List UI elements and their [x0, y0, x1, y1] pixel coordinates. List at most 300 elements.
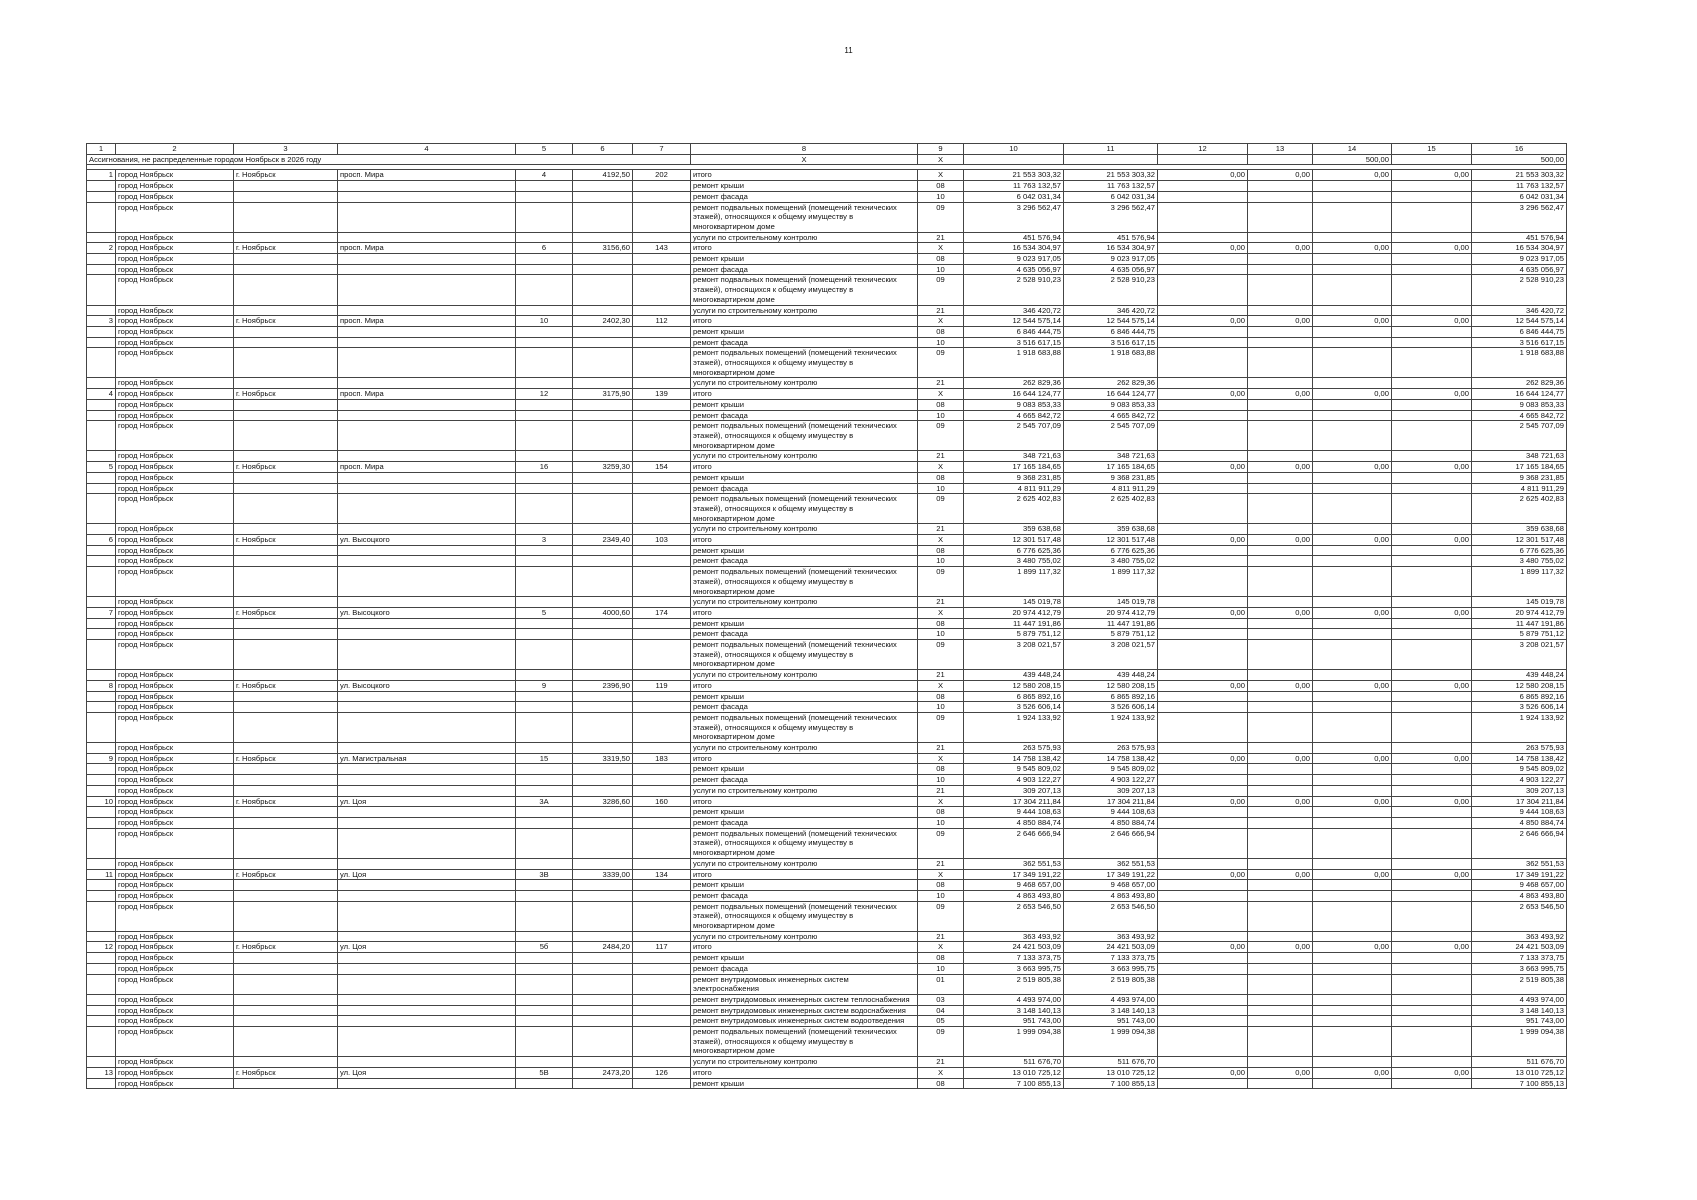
work-type-cell: ремонт подвальных помещений (помещений технических этажей), относящихся к общему имуществу в многоквартирном доме — [691, 494, 918, 524]
cost-regional-cell — [1158, 472, 1248, 483]
row-number-cell — [87, 1078, 116, 1089]
work-code-cell: 08 — [918, 880, 964, 891]
house-number-cell — [516, 1027, 573, 1057]
residents-cell: 202 — [633, 170, 691, 181]
cost-regional-cell — [1158, 931, 1248, 942]
cost-sum-cell: 3 516 617,15 — [1472, 337, 1567, 348]
street-cell — [338, 348, 516, 378]
cost-total-cell: 346 420,72 — [964, 305, 1064, 316]
row-number-cell — [87, 348, 116, 378]
row-number-cell: 13 — [87, 1067, 116, 1078]
house-number-cell — [516, 828, 573, 858]
cost-owners-cell — [1313, 974, 1392, 994]
work-code-cell: 21 — [918, 232, 964, 243]
settlement-cell — [234, 378, 338, 389]
cost-fund-cell: 363 493,92 — [1064, 931, 1158, 942]
cost-owners-cell: 0,00 — [1313, 869, 1392, 880]
cost-owners-cell — [1313, 567, 1392, 597]
street-cell — [338, 202, 516, 232]
residents-cell — [633, 494, 691, 524]
cost-total-cell: 9 468 657,00 — [964, 880, 1064, 891]
cost-other-cell — [1392, 775, 1472, 786]
cost-sum-cell: 5 879 751,12 — [1472, 629, 1567, 640]
cost-owners-cell — [1313, 264, 1392, 275]
house-number-cell — [516, 524, 573, 535]
area-cell — [573, 597, 633, 608]
cost-local-cell — [1248, 254, 1313, 265]
settlement-cell: г. Ноябрьск — [234, 535, 338, 546]
work-code-cell: X — [918, 1067, 964, 1078]
cost-owners-cell — [1313, 670, 1392, 681]
cost-total-cell: 3 526 606,14 — [964, 702, 1064, 713]
work-type-cell: итого — [691, 1067, 918, 1078]
cost-fund-cell: 11 447 191,86 — [1064, 618, 1158, 629]
table-row — [87, 494, 1567, 524]
settlement-cell — [234, 901, 338, 931]
table-row — [87, 1057, 1567, 1068]
settlement-cell — [234, 181, 338, 192]
street-cell — [338, 567, 516, 597]
row-number-cell — [87, 275, 116, 305]
area-cell — [573, 567, 633, 597]
cost-local-cell — [1248, 858, 1313, 869]
cost-fund-cell: 20 974 412,79 — [1064, 607, 1158, 618]
cost-other-cell — [1392, 931, 1472, 942]
residents-cell — [633, 472, 691, 483]
residents-cell — [633, 556, 691, 567]
settlement-cell — [234, 890, 338, 901]
cost-fund-cell: 3 148 140,13 — [1064, 1005, 1158, 1016]
cost-regional-cell — [1158, 483, 1248, 494]
cost-owners-cell — [1313, 524, 1392, 535]
cost-local-cell: 0,00 — [1248, 462, 1313, 473]
settlement-cell — [234, 337, 338, 348]
settlement-cell: г. Ноябрьск — [234, 243, 338, 254]
house-number-cell — [516, 483, 573, 494]
cost-owners-cell — [1313, 556, 1392, 567]
settlement-cell — [234, 524, 338, 535]
cost-sum-cell: 348 721,63 — [1472, 451, 1567, 462]
residents-cell — [633, 1057, 691, 1068]
cost-sum-cell: 309 207,13 — [1472, 785, 1567, 796]
cost-total-cell: 362 551,53 — [964, 858, 1064, 869]
cost-sum-cell: 4 850 884,74 — [1472, 818, 1567, 829]
cost-fund-cell: 9 444 108,63 — [1064, 807, 1158, 818]
settlement-cell — [234, 712, 338, 742]
street-cell — [338, 451, 516, 462]
settlement-cell — [234, 202, 338, 232]
work-type-cell: ремонт подвальных помещений (помещений технических этажей), относящихся к общему имуществу в многоквартирном доме — [691, 567, 918, 597]
residents-cell — [633, 202, 691, 232]
cost-owners-cell — [1313, 1016, 1392, 1027]
cost-regional-cell: 0,00 — [1158, 389, 1248, 400]
cost-local-cell: 0,00 — [1248, 535, 1313, 546]
street-cell — [338, 494, 516, 524]
cost-regional-cell: 0,00 — [1158, 170, 1248, 181]
cost-local-cell — [1248, 483, 1313, 494]
column-header-14: 14 — [1313, 144, 1392, 155]
table-row — [87, 275, 1567, 305]
cost-sum-cell: 11 763 132,57 — [1472, 181, 1567, 192]
area-cell — [573, 181, 633, 192]
cost-fund-cell: 2 625 402,83 — [1064, 494, 1158, 524]
cost-owners-cell — [1313, 494, 1392, 524]
cost-regional-cell: 0,00 — [1158, 796, 1248, 807]
residents-cell — [633, 326, 691, 337]
row-number-cell — [87, 764, 116, 775]
cost-total-cell: 2 625 402,83 — [964, 494, 1064, 524]
row-number-cell — [87, 818, 116, 829]
street-cell — [338, 640, 516, 670]
residents-cell — [633, 807, 691, 818]
municipality-cell: город Ноябрьск — [116, 243, 234, 254]
settlement-cell: г. Ноябрьск — [234, 942, 338, 953]
cost-owners-cell — [1313, 901, 1392, 931]
row-number-cell — [87, 807, 116, 818]
work-type-cell: итого — [691, 942, 918, 953]
house-number-cell — [516, 472, 573, 483]
table-row — [87, 1027, 1567, 1057]
residents-cell: 139 — [633, 389, 691, 400]
table-row — [87, 869, 1567, 880]
cost-sum-cell: 145 019,78 — [1472, 597, 1567, 608]
cost-owners-cell — [1313, 1057, 1392, 1068]
work-type-cell: ремонт крыши — [691, 807, 918, 818]
row-number-cell — [87, 567, 116, 597]
cost-total-cell: 1 924 133,92 — [964, 712, 1064, 742]
column-header-15: 15 — [1392, 144, 1472, 155]
street-cell — [338, 191, 516, 202]
cost-fund-cell: 7 133 373,75 — [1064, 953, 1158, 964]
residents-cell — [633, 974, 691, 994]
work-type-cell: ремонт крыши — [691, 399, 918, 410]
cost-owners-cell — [1313, 890, 1392, 901]
settlement-cell — [234, 556, 338, 567]
cost-local-cell — [1248, 451, 1313, 462]
cost-total-cell: 951 743,00 — [964, 1016, 1064, 1027]
area-cell: 2473,20 — [573, 1067, 633, 1078]
cost-other-cell — [1392, 890, 1472, 901]
cost-sum-cell: 12 580 208,15 — [1472, 680, 1567, 691]
cost-fund-cell: 451 576,94 — [1064, 232, 1158, 243]
table-row — [87, 953, 1567, 964]
house-number-cell: 15 — [516, 753, 573, 764]
street-cell: просп. Мира — [338, 389, 516, 400]
cost-owners-cell — [1313, 378, 1392, 389]
cost-owners-cell — [1313, 254, 1392, 265]
table-row — [87, 807, 1567, 818]
cost-owners-cell — [1313, 421, 1392, 451]
cost-other-cell — [1392, 953, 1472, 964]
table-row — [87, 753, 1567, 764]
table-row — [87, 680, 1567, 691]
cost-fund-cell: 5 879 751,12 — [1064, 629, 1158, 640]
table-row — [87, 181, 1567, 192]
cost-other-cell: 0,00 — [1392, 680, 1472, 691]
municipality-cell: город Ноябрьск — [116, 828, 234, 858]
municipality-cell: город Ноябрьск — [116, 691, 234, 702]
cost-fund-cell: 362 551,53 — [1064, 858, 1158, 869]
work-code-cell: 21 — [918, 378, 964, 389]
cost-local-cell: 0,00 — [1248, 243, 1313, 254]
residents-cell — [633, 232, 691, 243]
table-row — [87, 890, 1567, 901]
cost-fund-cell: 2 545 707,09 — [1064, 421, 1158, 451]
cost-regional-cell — [1158, 264, 1248, 275]
row-number-cell — [87, 191, 116, 202]
work-type-cell: ремонт фасада — [691, 629, 918, 640]
residents-cell: 117 — [633, 942, 691, 953]
cost-sum-cell: 13 010 725,12 — [1472, 1067, 1567, 1078]
street-cell — [338, 399, 516, 410]
cost-sum-cell: 346 420,72 — [1472, 305, 1567, 316]
cost-fund-cell: 16 644 124,77 — [1064, 389, 1158, 400]
house-number-cell — [516, 775, 573, 786]
work-code-cell: 08 — [918, 254, 964, 265]
residents-cell — [633, 421, 691, 451]
municipality-cell: город Ноябрьск — [116, 181, 234, 192]
settlement-cell: г. Ноябрьск — [234, 796, 338, 807]
cost-sum-cell: 451 576,94 — [1472, 232, 1567, 243]
table-row — [87, 243, 1567, 254]
street-cell — [338, 472, 516, 483]
cost-other-cell: 0,00 — [1392, 942, 1472, 953]
cost-owners-cell — [1313, 483, 1392, 494]
cost-regional-cell — [1158, 858, 1248, 869]
work-type-cell: ремонт крыши — [691, 1078, 918, 1089]
municipality-cell: город Ноябрьск — [116, 472, 234, 483]
row-number-cell — [87, 702, 116, 713]
cost-owners-cell — [1313, 202, 1392, 232]
municipality-cell: город Ноябрьск — [116, 890, 234, 901]
street-cell — [338, 670, 516, 681]
row-number-cell — [87, 670, 116, 681]
cost-total-cell: 5 879 751,12 — [964, 629, 1064, 640]
cost-local-cell: 0,00 — [1248, 753, 1313, 764]
house-number-cell — [516, 545, 573, 556]
row-number-cell — [87, 712, 116, 742]
settlement-cell — [234, 828, 338, 858]
cost-other-cell — [1392, 858, 1472, 869]
work-code-cell: 10 — [918, 890, 964, 901]
cost-local-cell: 0,00 — [1248, 869, 1313, 880]
street-cell — [338, 1027, 516, 1057]
work-type-cell: ремонт фасада — [691, 483, 918, 494]
cost-regional-cell — [1158, 494, 1248, 524]
row-number-cell — [87, 1005, 116, 1016]
cost-local-cell: 0,00 — [1248, 796, 1313, 807]
cost-owners-cell — [1313, 702, 1392, 713]
settlement-cell — [234, 348, 338, 378]
residents-cell — [633, 1078, 691, 1089]
table-row — [87, 316, 1567, 327]
cost-local-cell — [1248, 994, 1313, 1005]
cost-fund-cell: 9 545 809,02 — [1064, 764, 1158, 775]
cost-owners-cell — [1313, 326, 1392, 337]
house-number-cell: 16 — [516, 462, 573, 473]
table-row — [87, 567, 1567, 597]
cost-regional-cell — [1158, 1057, 1248, 1068]
residents-cell — [633, 963, 691, 974]
work-code-cell: X — [918, 680, 964, 691]
column-header-1: 1 — [87, 144, 116, 155]
residents-cell: 143 — [633, 243, 691, 254]
row-number-cell — [87, 994, 116, 1005]
cost-other-cell — [1392, 524, 1472, 535]
municipality-cell: город Ноябрьск — [116, 170, 234, 181]
row-number-cell: 7 — [87, 607, 116, 618]
cost-total-cell: 17 304 211,84 — [964, 796, 1064, 807]
cost-other-cell — [1392, 421, 1472, 451]
street-cell — [338, 305, 516, 316]
municipality-cell: город Ноябрьск — [116, 618, 234, 629]
table-row — [87, 348, 1567, 378]
cost-regional-cell — [1158, 181, 1248, 192]
cost-sum-cell: 9 468 657,00 — [1472, 880, 1567, 891]
cost-other-cell: 0,00 — [1392, 170, 1472, 181]
cost-local-cell — [1248, 880, 1313, 891]
house-number-cell — [516, 743, 573, 754]
cost-local-cell — [1248, 828, 1313, 858]
table-row — [87, 545, 1567, 556]
cost-fund-cell: 21 553 303,32 — [1064, 170, 1158, 181]
work-type-cell: ремонт фасада — [691, 818, 918, 829]
table-row — [87, 597, 1567, 608]
work-code-cell: 21 — [918, 1057, 964, 1068]
cost-fund-cell: 2 646 666,94 — [1064, 828, 1158, 858]
cost-other-cell — [1392, 818, 1472, 829]
area-cell — [573, 1027, 633, 1057]
table-row — [87, 1005, 1567, 1016]
cost-fund-cell: 11 763 132,57 — [1064, 181, 1158, 192]
work-type-cell: ремонт подвальных помещений (помещений технических этажей), относящихся к общему имуществу в многоквартирном доме — [691, 1027, 918, 1057]
table-row — [87, 337, 1567, 348]
work-code-cell: 10 — [918, 775, 964, 786]
street-cell — [338, 828, 516, 858]
cost-total-cell: 17 349 191,22 — [964, 869, 1064, 880]
cost-other-cell — [1392, 275, 1472, 305]
street-cell — [338, 880, 516, 891]
area-cell — [573, 807, 633, 818]
cost-sum-cell: 6 042 031,34 — [1472, 191, 1567, 202]
area-cell — [573, 880, 633, 891]
table-row — [87, 462, 1567, 473]
settlement-cell — [234, 399, 338, 410]
municipality-cell: город Ноябрьск — [116, 858, 234, 869]
cost-sum-cell: 362 551,53 — [1472, 858, 1567, 869]
cost-local-cell — [1248, 764, 1313, 775]
house-number-cell — [516, 597, 573, 608]
cost-total-cell: 145 019,78 — [964, 597, 1064, 608]
residents-cell — [633, 254, 691, 265]
work-type-cell: ремонт фасада — [691, 702, 918, 713]
cost-fund-cell: 262 829,36 — [1064, 378, 1158, 389]
cost-total-cell: 9 023 917,05 — [964, 254, 1064, 265]
cost-regional-cell — [1158, 254, 1248, 265]
work-code-cell: 09 — [918, 1027, 964, 1057]
work-type-cell: услуги по строительному контролю — [691, 1057, 918, 1068]
cost-local-cell — [1248, 202, 1313, 232]
settlement-cell — [234, 1027, 338, 1057]
row-number-cell — [87, 337, 116, 348]
cost-total-cell: 4 903 122,27 — [964, 775, 1064, 786]
house-number-cell: 6 — [516, 243, 573, 254]
work-type-cell: услуги по строительному контролю — [691, 858, 918, 869]
house-number-cell: 3В — [516, 869, 573, 880]
work-type-cell: ремонт фасада — [691, 264, 918, 275]
municipality-cell: город Ноябрьск — [116, 818, 234, 829]
cost-owners-cell: 0,00 — [1313, 535, 1392, 546]
settlement-cell: г. Ноябрьск — [234, 869, 338, 880]
table-row — [87, 712, 1567, 742]
cost-local-cell — [1248, 953, 1313, 964]
work-code-cell: 08 — [918, 326, 964, 337]
cost-total-cell: 2 545 707,09 — [964, 421, 1064, 451]
cost-regional-cell — [1158, 764, 1248, 775]
work-code-cell: X — [918, 869, 964, 880]
settlement-cell — [234, 232, 338, 243]
cost-regional-cell — [1158, 670, 1248, 681]
residents-cell — [633, 264, 691, 275]
work-type-cell: услуги по строительному контролю — [691, 597, 918, 608]
cost-local-cell — [1248, 670, 1313, 681]
table-row — [87, 764, 1567, 775]
row-number-cell — [87, 421, 116, 451]
cost-fund-cell: 3 208 021,57 — [1064, 640, 1158, 670]
residents-cell — [633, 597, 691, 608]
street-cell: просп. Мира — [338, 170, 516, 181]
street-cell — [338, 953, 516, 964]
house-number-cell — [516, 994, 573, 1005]
cost-total-cell: 13 010 725,12 — [964, 1067, 1064, 1078]
cost-regional-cell — [1158, 901, 1248, 931]
area-cell — [573, 901, 633, 931]
work-type-cell: ремонт внутридомовых инженерных систем водоотведения — [691, 1016, 918, 1027]
settlement-cell — [234, 618, 338, 629]
area-cell — [573, 232, 633, 243]
house-number-cell — [516, 901, 573, 931]
cost-other-cell — [1392, 901, 1472, 931]
cost-other-cell — [1392, 1057, 1472, 1068]
header-row — [87, 144, 1567, 155]
cost-owners-cell — [1313, 1005, 1392, 1016]
cost-regional-cell — [1158, 410, 1248, 421]
cost-other-cell — [1392, 483, 1472, 494]
settlement-cell — [234, 191, 338, 202]
municipality-cell: город Ноябрьск — [116, 670, 234, 681]
cost-local-cell — [1248, 378, 1313, 389]
cost-fund-cell: 309 207,13 — [1064, 785, 1158, 796]
work-type-cell: итого — [691, 389, 918, 400]
cost-other-cell — [1392, 191, 1472, 202]
house-number-cell — [516, 953, 573, 964]
cost-fund-cell: 1 999 094,38 — [1064, 1027, 1158, 1057]
row-number-cell — [87, 858, 116, 869]
settlement-cell — [234, 640, 338, 670]
cost-total-cell: 439 448,24 — [964, 670, 1064, 681]
municipality-cell: город Ноябрьск — [116, 1016, 234, 1027]
table-row — [87, 389, 1567, 400]
cost-owners-cell — [1313, 305, 1392, 316]
cost-fund-cell: 6 776 625,36 — [1064, 545, 1158, 556]
cost-other-cell — [1392, 640, 1472, 670]
municipality-cell: город Ноябрьск — [116, 963, 234, 974]
municipality-cell: город Ноябрьск — [116, 326, 234, 337]
work-type-cell: ремонт фасада — [691, 963, 918, 974]
column-header-12: 12 — [1158, 144, 1248, 155]
residents-cell — [633, 1027, 691, 1057]
area-cell — [573, 326, 633, 337]
